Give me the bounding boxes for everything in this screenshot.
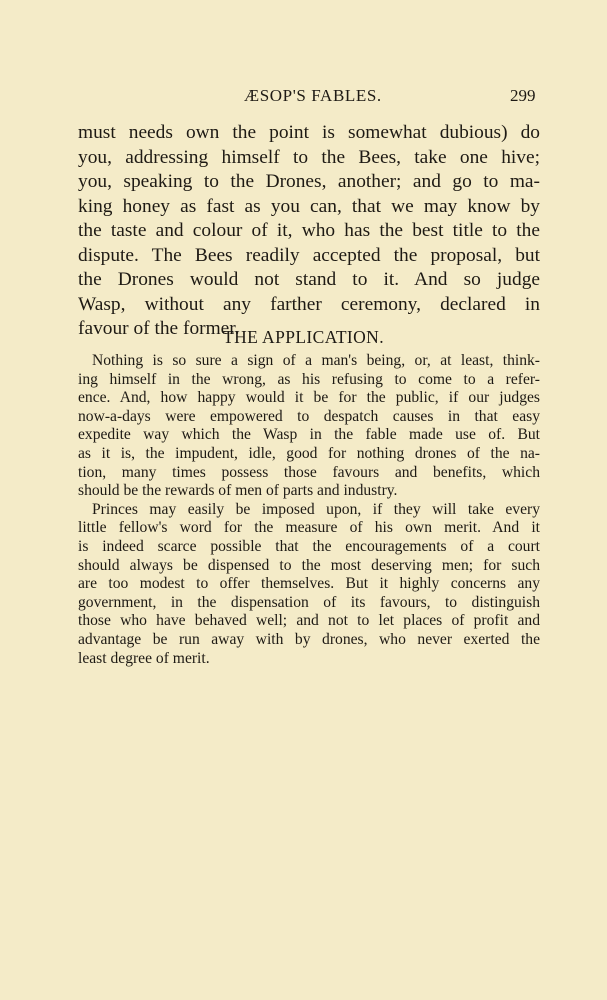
- fable-line: dispute. The Bees readily accepted the proposal, but: [78, 244, 540, 266]
- running-head: [0, 86, 607, 108]
- fable-line: the taste and colour of it, who has the best title to the: [78, 220, 540, 241]
- application-line: little fellow's word for the measure of his own merit. And it: [78, 519, 540, 537]
- fable-line: you, speaking to the Drones, another; and go to ma-: [78, 171, 540, 192]
- page-number: 299: [510, 86, 536, 105]
- fable-line: Wasp, without any farther ceremony, declared in: [78, 293, 540, 315]
- application-line: those who have behaved well; and not to let places of profit and: [78, 612, 540, 630]
- application-line: are too modest to offer themselves. But it highly concerns any: [78, 575, 540, 593]
- fable-line: king honey as fast as you can, that we may know by: [78, 195, 540, 217]
- application-line: expedite way which the Wasp in the fable made use of. But: [78, 426, 540, 444]
- application-heading: THE APPLICATION.: [223, 327, 384, 347]
- fable-line: the Drones would not stand to it. And so judge: [78, 269, 540, 290]
- application-line: as it is, the impudent, idle, good for nothing drones of the na-: [78, 444, 540, 462]
- application-line: should always be dispensed to the most deserving men; for such: [78, 556, 540, 574]
- application-line: Nothing is so sure a sign of a man's being, or, at least, think-: [92, 352, 540, 369]
- application-line: ing himself in the wrong, as his refusing to come to a refer-: [78, 370, 540, 388]
- application-line: ence. And, how happy would it be for the public, if our judges: [78, 389, 540, 407]
- fable-line: you, addressing himself to the Bees, take one hive;: [78, 146, 540, 168]
- application-line: Princes may easily be imposed upon, if they will take every: [92, 500, 540, 518]
- fable-line: must needs own the point is somewhat dubious) do: [78, 122, 540, 143]
- application-text: [78, 352, 540, 668]
- running-title: ÆSOP'S FABLES.: [244, 86, 382, 105]
- application-line: is indeed scarce possible that the encouragements of a court: [78, 537, 540, 555]
- fable-line: favour of the former.: [78, 318, 240, 339]
- application-line: advantage be run away with by drones, who never exerted the: [78, 630, 540, 648]
- application-line: least degree of merit.: [78, 649, 210, 667]
- fable-text: [78, 121, 540, 342]
- application-line: should be the rewards of men of parts and industry.: [78, 482, 398, 500]
- application-line: government, in the dispensation of its favours, to distinguish: [78, 593, 540, 611]
- application-line: now-a-days were empowered to despatch causes in that easy: [78, 407, 540, 425]
- application-line: tion, many times possess those favours and benefits, which: [78, 463, 540, 481]
